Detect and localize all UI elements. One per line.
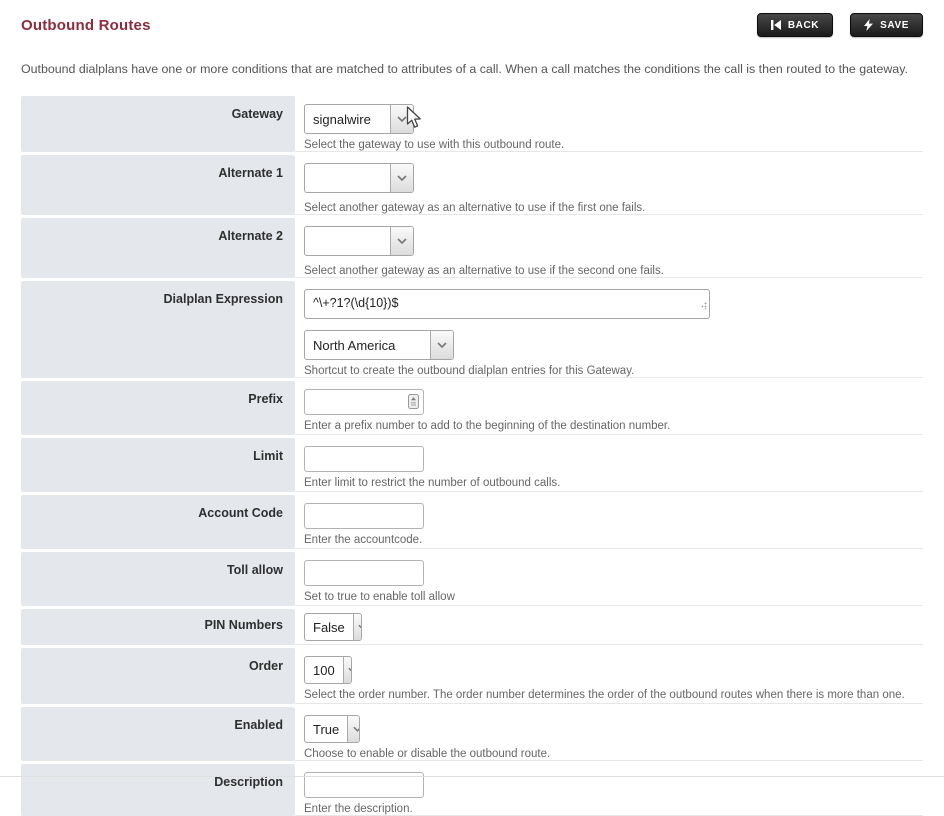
pin-numbers-select-value: False	[313, 619, 345, 635]
save-button[interactable]	[850, 13, 923, 37]
gateway-label: Gateway	[21, 96, 295, 152]
form-row-alternate1	[21, 155, 923, 215]
page-title: Outbound Routes	[21, 16, 151, 34]
form-row-account-code	[21, 495, 923, 549]
back-button[interactable]	[757, 13, 833, 37]
toll-allow-label: Toll allow	[21, 552, 295, 606]
limit-input[interactable]	[304, 446, 424, 472]
dialplan-expression-label: Dialplan Expression	[21, 281, 295, 378]
form-row-enabled	[21, 707, 923, 761]
lightning-icon	[864, 19, 873, 31]
page-description: Outbound dialplans have one or more conditions that are matched to attributes of a call. When a call matches the conditions the call is then routed to the gateway.	[21, 62, 908, 76]
number-spinner-icon[interactable]	[408, 394, 419, 414]
alternate1-select[interactable]	[304, 163, 414, 193]
dialplan-shortcut-select-value: North America	[313, 337, 396, 353]
form-row-prefix	[21, 381, 923, 435]
alternate2-select[interactable]	[304, 226, 414, 256]
form-row-description	[21, 764, 923, 816]
account-code-label: Account Code	[21, 495, 295, 549]
form-row-dialplan-expression	[21, 281, 923, 378]
form-row-limit	[21, 438, 923, 492]
prefix-label: Prefix	[21, 381, 295, 435]
form-row-toll-allow	[21, 552, 923, 606]
dialplan-expression-input[interactable]	[304, 289, 710, 319]
toll-allow-input[interactable]	[304, 560, 424, 586]
toolbar	[757, 13, 923, 37]
page-header	[21, 0, 923, 37]
divider	[0, 776, 944, 777]
form-row-order	[21, 648, 923, 704]
order-select-value: 100	[313, 662, 335, 678]
alternate1-label: Alternate 1	[21, 155, 295, 215]
chevron-down-icon	[430, 331, 453, 359]
resize-handle-icon[interactable]	[699, 297, 707, 315]
alternate2-select-value	[305, 227, 390, 255]
chevron-down-icon	[347, 716, 360, 742]
limit-label: Limit	[21, 438, 295, 492]
enabled-select[interactable]	[304, 715, 360, 743]
chevron-down-icon	[343, 657, 352, 683]
order-label: Order	[21, 648, 295, 704]
gateway-select[interactable]	[304, 104, 414, 134]
pin-numbers-select[interactable]	[304, 613, 362, 641]
limit-help: Enter limit to restrict the number of outbound calls.	[304, 477, 561, 489]
description-label: Description	[21, 764, 295, 816]
chevron-down-icon	[390, 105, 413, 133]
enabled-select-value: True	[313, 721, 340, 737]
enabled-help: Choose to enable or disable the outbound route.	[304, 748, 551, 760]
prefix-help: Enter a prefix number to add to the beginning of the destination number.	[304, 420, 671, 432]
enabled-label: Enabled	[21, 707, 295, 761]
form-row-gateway	[21, 96, 923, 152]
account-code-help: Enter the accountcode.	[304, 534, 423, 546]
pin-numbers-label: PIN Numbers	[21, 609, 295, 645]
alternate1-select-value	[305, 164, 390, 192]
save-button-label: SAVE	[880, 19, 909, 31]
toll-allow-help: Set to true to enable toll allow	[304, 591, 455, 603]
alternate2-help: Select another gateway as an alternative to use if the second one fails.	[304, 265, 664, 277]
dialplan-shortcut-select[interactable]	[304, 330, 454, 360]
account-code-input[interactable]	[304, 503, 424, 529]
chevron-down-icon	[390, 164, 413, 192]
gateway-help: Select the gateway to use with this outbound route.	[304, 139, 565, 151]
chevron-down-icon	[353, 614, 362, 640]
alternate1-help: Select another gateway as an alternative to use if the first one fails.	[304, 202, 646, 214]
alternate2-label: Alternate 2	[21, 218, 295, 278]
order-help: Select the order number. The order number determines the order of the outbound routes when there is more than one.	[304, 689, 905, 701]
chevron-down-icon	[390, 227, 413, 255]
dialplan-expression-help: Shortcut to create the outbound dialplan entries for this Gateway.	[304, 365, 635, 377]
form-row-alternate2	[21, 218, 923, 278]
order-select[interactable]	[304, 656, 352, 684]
prefix-input[interactable]	[304, 389, 424, 415]
back-button-label: BACK	[787, 19, 820, 31]
description-help: Enter the description.	[304, 803, 413, 815]
form-row-pin-numbers	[21, 609, 923, 645]
skip-back-icon	[771, 20, 781, 30]
gateway-select-value: signalwire	[313, 111, 371, 127]
outbound-route-form	[21, 96, 923, 816]
